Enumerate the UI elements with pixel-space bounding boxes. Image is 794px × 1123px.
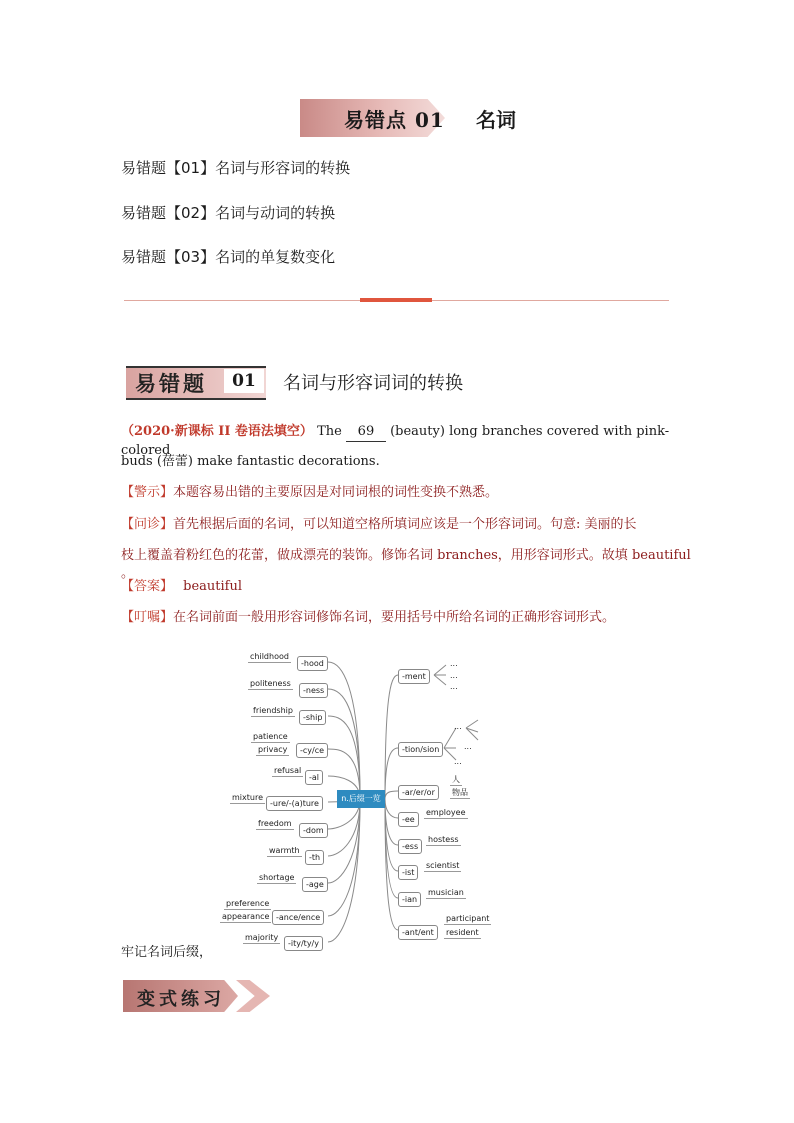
suffix-ist: -ist [398,865,418,880]
answer-tag: 【答案】 [121,579,174,594]
remember-note: 牢记名词后缀， [121,945,213,960]
suffix-ance-ence: -ance/ence [272,910,324,925]
suffix-tion-sion: -tion/sion [398,742,443,757]
example-employee: employee [426,808,466,817]
example-friendship: friendship [253,706,293,715]
advice-text: 在名词前面一般用形容词修饰名词，要用括号中所给名词的正确形容词形式。 [173,610,616,625]
advice [121,609,615,627]
suffix-ity-ty-y: -ity/ty/y [284,936,323,951]
warning-tag: 【警示】 [121,485,174,500]
section-label: 易错题 [135,371,207,396]
diagnosis-tag: 【问诊】 [121,517,174,532]
diagnosis-line1: 首先根据后面的名词，可以知道空格所填词应该是一个形容词词。句意: 美丽的长 [173,517,637,532]
question-source: （2020·新课标 II 卷语法填空） [121,424,313,439]
diagnosis [121,516,681,534]
practice-arrow-icon [236,980,270,1012]
suffix-ness: -ness [299,683,328,698]
mindmap-center: n.后缀一览 [337,790,385,808]
example-resident: resident [446,928,479,937]
practice-label: 变式练习 [137,989,225,1010]
ment-more-3: ... [450,682,458,691]
section-number: 01 [224,369,264,393]
suffix-ee: -ee [398,812,419,827]
example-refusal: refusal [274,766,302,775]
example-person: 人 [452,775,460,784]
suffix-age: -age [302,877,328,892]
example-participant: participant [446,914,490,923]
example-scientist: scientist [426,861,460,870]
suffix-al: -al [305,770,323,785]
suffix-dom: -dom [299,823,328,838]
example-politeness: politeness [250,679,291,688]
suffix-cy-ce: -cy/ce [296,743,328,758]
suffix-ant-ent: -ant/ent [398,925,438,940]
suffix-th: -th [305,850,324,865]
example-childhood: childhood [250,652,289,661]
example-patience: patience [253,732,288,741]
suffix-ment: -ment [398,669,430,684]
warning [121,484,498,502]
toc-item-1[interactable]: 易错题【01】名词与形容词的转换 [121,159,351,177]
divider-accent [360,298,432,302]
example-warmth: warmth [269,846,300,855]
answer [121,578,242,596]
page-subtitle: 名词 [476,108,516,132]
suffix-ship: -ship [299,710,326,725]
suffix-ar-er-or: -ar/er/or [398,785,439,800]
section-title: 名词与形容词词的转换 [283,373,463,394]
example-musician: musician [428,888,464,897]
example-freedom: freedom [258,819,292,828]
toc-item-2[interactable]: 易错题【02】名词与动词的转换 [121,204,336,222]
advice-tag: 【叮嘱】 [121,610,174,625]
tion-more-2: ... [464,742,472,751]
page-title: 易错点 01 [344,108,445,132]
example-shortage: shortage [259,873,295,882]
suffix-ian: -ian [398,892,421,907]
suffix-ure-ature: -ure/-(a)ture [266,796,323,811]
warning-text: 本题容易出错的主要原因是对同词根的词性变换不熟悉。 [173,485,499,500]
question-pre: The [317,424,342,439]
question-post: (beauty) long branches covered with pink-colored [121,424,670,458]
example-majority: majority [245,933,279,942]
example-preference: preference [226,899,270,908]
suffix-hood: -hood [297,656,328,671]
example-privacy: privacy [258,745,288,754]
diagnosis-line2: 枝上覆盖着粉红色的花蕾，做成漂亮的装饰。修饰名词 branches，用形容词形式。故填 beautiful 。 [121,548,691,581]
example-object: 物品 [452,788,468,797]
answer-text: beautiful [183,579,243,594]
toc-item-3[interactable]: 易错题【03】名词的单复数变化 [121,248,336,266]
question-line2: buds (蓓蕾) make fantastic decorations. [121,454,380,469]
example-mixture: mixture [232,793,263,802]
suffix-ess: -ess [398,839,422,854]
question-blank[interactable]: 69 [346,423,386,442]
example-appearance: appearance [222,912,270,921]
tion-more-1: ... [454,722,462,731]
ment-more-1: ... [450,659,458,668]
example-hostess: hostess [428,835,459,844]
ment-more-2: ... [450,671,458,680]
tion-more-3: ... [454,757,462,766]
